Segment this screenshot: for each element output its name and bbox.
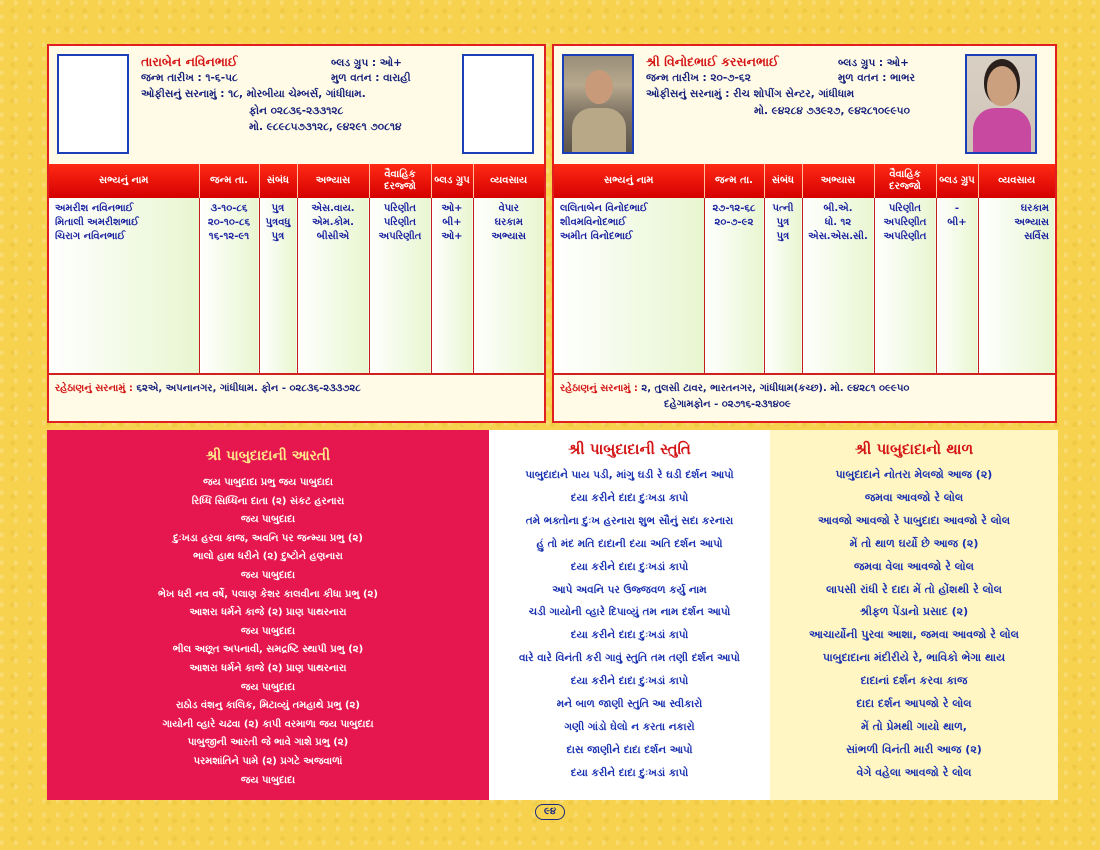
verse-line: દયા કરીને દાદા દુઃખડાં કાપો	[570, 629, 689, 642]
address-text: ૨, તુલસી ટાવર, ભારતનગર, ગાંધીધામ(કચ્છ). મો. ૯૪૨૮૧ ૦૯૯૫૦	[641, 383, 910, 394]
verse-line: વારે વારે વિનંતી કરી ગાવું સ્તુતિ તમ તણી દર્શન આપો	[519, 652, 740, 665]
member-dob: ૧૬-૧૨-૯૧	[208, 231, 250, 242]
verse-line: જય પાબુદાદા	[240, 774, 296, 786]
column-header: સભ્યનું નામ	[49, 164, 199, 198]
verse-line: ગણી ગાંડો ઘેલો ન કરતા નકારો	[564, 720, 695, 733]
verse-line: જય પાબુદાદા	[240, 625, 296, 637]
member-education: એસ.વાય.	[311, 203, 355, 214]
birth-date: જન્મ તારીખ : ૨૦-૭-૬૨	[646, 72, 751, 84]
verse-line: જય પાબુદાદા	[240, 681, 296, 693]
residence-address	[554, 373, 1055, 421]
family-card-vinod	[552, 44, 1057, 423]
verse-line: મેં તો થાળ ઘર્યો છે આજ (૨)	[849, 536, 979, 550]
member-occupation: અભ્યાસ	[1014, 217, 1049, 228]
column-header: સંબંધ	[259, 164, 297, 198]
family-members-table	[554, 164, 1055, 408]
card-header	[554, 46, 1055, 164]
verse-line: ભાલો હાથ ધરીને (૨) દુષ્ટોને હણનારા	[193, 551, 343, 563]
member-relation: પુત્ર	[271, 203, 285, 214]
verse-line: પાબુદાદાના મંદીરીયે રે, ભાવિકો ભેગા થાય	[822, 651, 1006, 665]
aarti-title: શ્રી પાબુદાદાની આરતી	[205, 448, 331, 464]
column-header: બ્લડ ગ્રુપ	[431, 164, 473, 198]
member-education: એસ.એસ.સી.	[808, 231, 868, 242]
verse-line: જય પાબુદાદા	[240, 514, 296, 526]
member-dob: ૨૦-૭-૯૨	[714, 217, 754, 228]
verse-line: દયા કરીને દાદા દુઃખડાં કાપો	[570, 766, 689, 779]
member-education: બીસીએ	[316, 231, 350, 242]
member-marital: પરિણીત	[888, 203, 922, 214]
mobile-numbers: મો. ૯૮૯૮૫૭૩૧૨૮, ૯૪૨૯૧ ૭૦૮૧૪	[249, 121, 402, 133]
member-occupation: ઘરકામ	[1020, 203, 1049, 214]
member-relation: પુત્ર	[776, 231, 790, 242]
verse-line: હું તો મંદ મતિ દાદાની દયા અતિ દર્શન આપો	[536, 537, 723, 550]
member-education: ધો. ૧૨	[824, 217, 852, 228]
stuti-verses	[489, 464, 770, 785]
verse-line: દયા કરીને દાદા દુઃખડા કાપો	[570, 491, 689, 504]
photo-placeholder	[57, 54, 129, 154]
column-header: અભ્યાસ	[802, 164, 874, 198]
member-dob: ૨૭-૧૨-૬૮	[712, 203, 756, 214]
member-occupation: ઘરકામ	[494, 217, 523, 228]
verse-line: જમવા આવજો રે લોલ	[864, 490, 964, 504]
birth-date: જન્મ તારીખ : ૧-૬-૫૮	[141, 72, 238, 84]
thal-title: શ્રી પાબુદાદાનો થાળ	[854, 440, 974, 458]
verse-line: દુઃખડા હરવા કાજ, અવનિ પર જન્મ્યા પ્રભુ (૨)	[173, 532, 363, 544]
member-dob: ૨૦-૧૦-૮૬	[207, 217, 251, 228]
verse-line: રાઠોડ વંશનુ કાલિક, મિટાવ્યું તમહાથે પ્રભુ (૨)	[176, 700, 360, 712]
portrait-photo	[562, 54, 634, 154]
member-relation: પત્ની	[772, 203, 794, 214]
column-header: વૈવાહિક દરજ્જો	[369, 164, 431, 198]
verse-line: આપે અવનિ પર ઉજ્જવળ કર્યુ નામ	[552, 583, 707, 596]
verse-line: ભીલ અછૂત અપનાવી, સમદ્રષ્ટિ સ્થાપી પ્રભુ (૨)	[172, 644, 364, 656]
member-name: મિતાલી અમરીશભાઈ	[55, 217, 139, 228]
member-name: અમીત વિનોદભાઈ	[560, 231, 633, 242]
member-marital: અપરિણીત	[883, 217, 927, 228]
column-header: વ્યવસાય	[473, 164, 544, 198]
column-header: વૈવાહિક દરજ્જો	[874, 164, 936, 198]
verse-line: મેં તો પ્રેમથી ગાયો થાળ,	[861, 719, 967, 733]
verse-line: મને બાળ જાણી સ્તુતિ આ સ્વીકારો	[556, 698, 703, 711]
verse-line: આચાર્યોની પુરવા આશા, જમવા આવજો રે લોલ	[809, 628, 1019, 642]
column-header: વ્યવસાય	[978, 164, 1055, 198]
verse-line: પાબુદાદાને નોતરા મેલજો આજ (૨)	[835, 468, 993, 481]
portrait-photo	[965, 54, 1037, 154]
page-number: ૯૪	[535, 804, 565, 820]
address-label: રહેઠાણનું સરનામું :	[55, 383, 133, 394]
verse-line: રિધ્ધિ સિધ્ધિના દાતા (૨) સંકટ હરનારા	[191, 495, 345, 507]
column-header: અભ્યાસ	[297, 164, 369, 198]
verse-line: સાંભળી વિનંતી મારી આજ (૨)	[846, 742, 982, 756]
member-education: બી.એ.	[823, 203, 853, 214]
office-phone: ફોન ૦૨૮૩૬-૨૩૩૧૨૮	[249, 105, 344, 117]
native-place: મુળ વતન : વારાહી	[331, 72, 411, 84]
thal-panel	[770, 430, 1058, 800]
member-occupation: વેપાર	[498, 203, 519, 214]
member-name: લલિતાબેન વિનોદભાઈ	[560, 203, 648, 214]
address-text-2: દહેગામફોન - ૦૨૭૧૬-૨૩૧૪૦૯	[664, 399, 791, 410]
member-blood: ઓ+	[441, 203, 463, 214]
verse-line: દાદાનાં દર્શન કરવા કાજ	[860, 674, 968, 688]
verse-line: આવજો આવજો રે પાબુદાદા આવજો રે લોલ	[817, 513, 1011, 527]
head-name: શ્રી વિનોદભાઈ કરસનભાઈ	[646, 54, 779, 69]
column-header: જન્મ તા.	[704, 164, 764, 198]
verse-line: વેગે વહેલા આવજો રે લોલ	[856, 765, 972, 779]
verse-line: દયા કરીને દાદા દુઃખડાં કાપો	[570, 560, 689, 573]
stuti-title: શ્રી પાબુદાદાની સ્તુતિ	[568, 440, 691, 458]
verse-line: તમે ભક્તોના દુઃખ હરનારા શુભ સૌનું સદા કરનારા	[525, 514, 734, 527]
mobile-numbers: મો. ૯૪૨૮૪ ૭૩૯૨૭, ૯૪૨૮૧૦૯૯૫૦	[754, 105, 910, 117]
native-place: મુળ વતન : ભાભર	[838, 72, 915, 84]
verse-line: જય પાબુદાદા	[240, 569, 296, 581]
member-dob: ૩-૧૦-૮૬	[210, 203, 248, 214]
member-relation: પુત્ર	[776, 217, 790, 228]
verse-line: દાસ જાણીને દાદા દર્શન આપો	[566, 743, 693, 756]
member-occupation: સર્વિસ	[1024, 231, 1049, 242]
verse-line: દયા કરીને દાદા દુઃખડાં કાપો	[570, 675, 689, 688]
member-blood: -	[954, 203, 960, 214]
verse-line: પાબુદાદાને પાય પડી, માંગુ ઘડી રે ઘડી દર્શન આપો	[525, 469, 734, 481]
member-blood: બી+	[947, 217, 967, 228]
member-marital: પરિણીત	[383, 203, 417, 214]
member-marital: અપરિણીત	[378, 231, 422, 242]
address-label: રહેઠાણનું સરનામું :	[560, 383, 638, 394]
verse-line: જમવા વેલા આવજો રે લોલ	[854, 559, 974, 573]
stuti-panel	[489, 430, 770, 800]
thal-verses	[770, 464, 1058, 785]
verse-line: ભેખ ધરી નવ વર્ષે, પલાણ કેશર કાલવીના કીધા પ્રભુ (૨)	[158, 588, 378, 600]
member-education: એમ.કોમ.	[312, 217, 354, 228]
member-marital: અપરિણીત	[883, 231, 927, 242]
address-text: ૬૨એ, અપનાનગર, ગાંધીધામ. ફોન - ૦૨૮૩૬-૨૩૩૭૨૮	[136, 383, 361, 394]
verse-line: લાપસી રાંધી રે દાદા મેં તો હોંશથી રે લોલ	[826, 582, 1002, 596]
head-name: તારાબેન નવિનભાઈ	[141, 54, 238, 69]
office-address: ઓફીસનું સરનામું : ૧૮, મોરબીયા ચેમ્બર્સ, ગાંધીધામ.	[141, 88, 366, 100]
member-dob	[705, 230, 764, 244]
member-blood: ઓ+	[441, 231, 463, 242]
member-name: શીવમવિનોદભાઈ	[560, 217, 627, 228]
member-name: અમરીશ નવિનભાઈ	[55, 203, 134, 214]
member-relation: પુત્ર	[271, 231, 285, 242]
verse-line: શ્રીફળ પેંડાનો પ્રસાદ (૨)	[859, 605, 969, 619]
member-blood	[937, 230, 978, 244]
family-card-tara	[47, 44, 546, 423]
aarti-verses	[47, 474, 489, 790]
card-header	[49, 46, 544, 164]
member-blood: બી+	[442, 217, 462, 228]
devotional-section	[47, 430, 1058, 800]
verse-line: ગાયોની વ્હારે ચઢવા (૨) કાપી વરમાળા જય પાબુદાદા	[162, 718, 374, 730]
column-header: સંબંધ	[764, 164, 802, 198]
photo-placeholder	[462, 54, 534, 154]
residence-address	[49, 373, 544, 421]
verse-line: જય પાબુદાદા પ્રભુ જય પાબુદાદા	[203, 477, 333, 488]
member-marital: પરિણીત	[383, 217, 417, 228]
family-members-table	[49, 164, 544, 408]
blood-group: બ્લડ ગ્રુપ : ઓ+	[838, 57, 909, 69]
verse-line: પાબુજીની આરતી જે ભાવે ગાશે પ્રભુ (૨)	[187, 737, 349, 749]
member-occupation: અભ્યાસ	[491, 231, 527, 242]
verse-line: આશરા ધર્મને કાજે (૨) પ્રાણ પાથરનારા	[189, 662, 347, 674]
verse-line: ચડી ગાયોની વ્હારે દિપાવ્યું તમ નામ દર્શન આપો	[528, 606, 731, 619]
column-header: જન્મ તા.	[199, 164, 259, 198]
column-header: બ્લડ ગ્રુપ	[936, 164, 978, 198]
office-address: ઓફીસનું સરનામું : રીચ શોપીંગ સેન્ટર, ગાંધીધામ	[646, 88, 855, 100]
verse-line: દાદા દર્શન આપજો રે લોલ	[856, 697, 972, 711]
member-name: ચિરાગ નવિનભાઈ	[55, 231, 126, 242]
verse-line: પરમશાંતિને પામે (૨) પ્રગટે અજવાળાં	[193, 755, 343, 767]
blood-group: બ્લડ ગ્રુપ : ઓ+	[331, 57, 402, 69]
verse-line: આશરા ધર્મને કાજે (૨) પ્રાણ પાથરનારા	[189, 607, 347, 619]
column-header: સભ્યનું નામ	[554, 164, 704, 198]
member-relation: પુત્રવધુ	[265, 217, 291, 228]
